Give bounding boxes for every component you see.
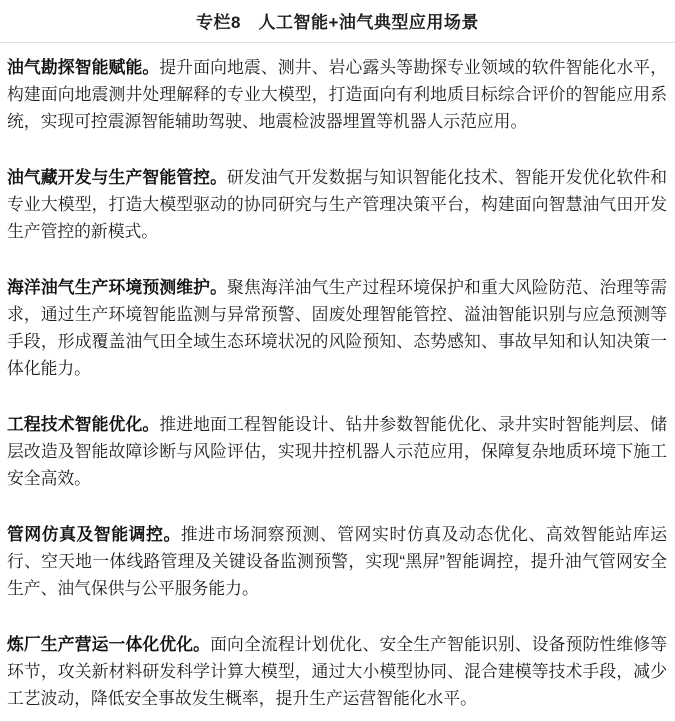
section-body: 推进市场洞察预测、管网实时仿真及动态优化、高效智能站库运行、空天地一体线路管理及关键设备监测预警，实现“黑屏”智能调控，提升油气管网安全生产、油气保供与公平服务能力。 bbox=[7, 525, 667, 598]
section-body: 推进地面工程智能设计、钻井参数智能优化、录井实时智能判层、储层改造及智能故障诊断与风险评估，实现井控机器人示范应用，保障复杂地质环境下施工安全高效。 bbox=[7, 415, 667, 488]
section-paragraph bbox=[7, 631, 667, 712]
section-paragraph bbox=[7, 411, 667, 492]
section-body: 面向全流程计划优化、安全生产智能识别、设备预防性维修等环节，攻关新材料研发科学计算大模型，通过大小模型协同、混合建模等技术手段，减少工艺波动，降低安全事故发生概率，提升生产运营智能化水平。 bbox=[7, 635, 667, 708]
section-body: 聚焦海洋油气生产过程环境保护和重大风险防范、治理等需求，通过生产环境智能监测与异常预警、固废处理智能管控、溢油智能识别与应急预测等手段，形成覆盖油气田全域生态环境状况的风险预知、态势感知、事故早知和认知决策一体化能力。 bbox=[7, 278, 667, 378]
section-body: 提升面向地震、测井、岩心露头等勘探专业领域的软件智能化水平，构建面向地震测井处理解释的专业大模型，打造面向有利地质目标综合评价的智能应用系统，实现可控震源智能辅助驾驶、地震检波器埋置等机器人示范应用。 bbox=[7, 58, 667, 131]
section-heading: 管网仿真及智能调控。 bbox=[7, 525, 181, 544]
section-heading: 炼厂生产营运一体化优化。 bbox=[7, 635, 211, 654]
panel-title: 专栏8 人工智能+油气典型应用场景 bbox=[196, 13, 479, 32]
section-body: 研发油气开发数据与知识智能化技术、智能开发优化软件和专业大模型，打造大模型驱动的协同研究与生产管理决策平台，构建面向智慧油气田开发生产管控的新模式。 bbox=[7, 168, 667, 241]
section-heading: 工程技术智能优化。 bbox=[7, 415, 160, 434]
section-paragraph bbox=[7, 274, 667, 382]
section-paragraph bbox=[7, 164, 667, 245]
section-heading: 油气藏开发与生产智能管控。 bbox=[7, 168, 228, 187]
section-paragraph bbox=[7, 54, 667, 135]
panel-content bbox=[0, 43, 675, 721]
section-paragraph bbox=[7, 521, 667, 602]
section-heading: 海洋油气生产环境预测维护。 bbox=[7, 278, 228, 297]
section-heading: 油气勘探智能赋能。 bbox=[7, 58, 160, 77]
